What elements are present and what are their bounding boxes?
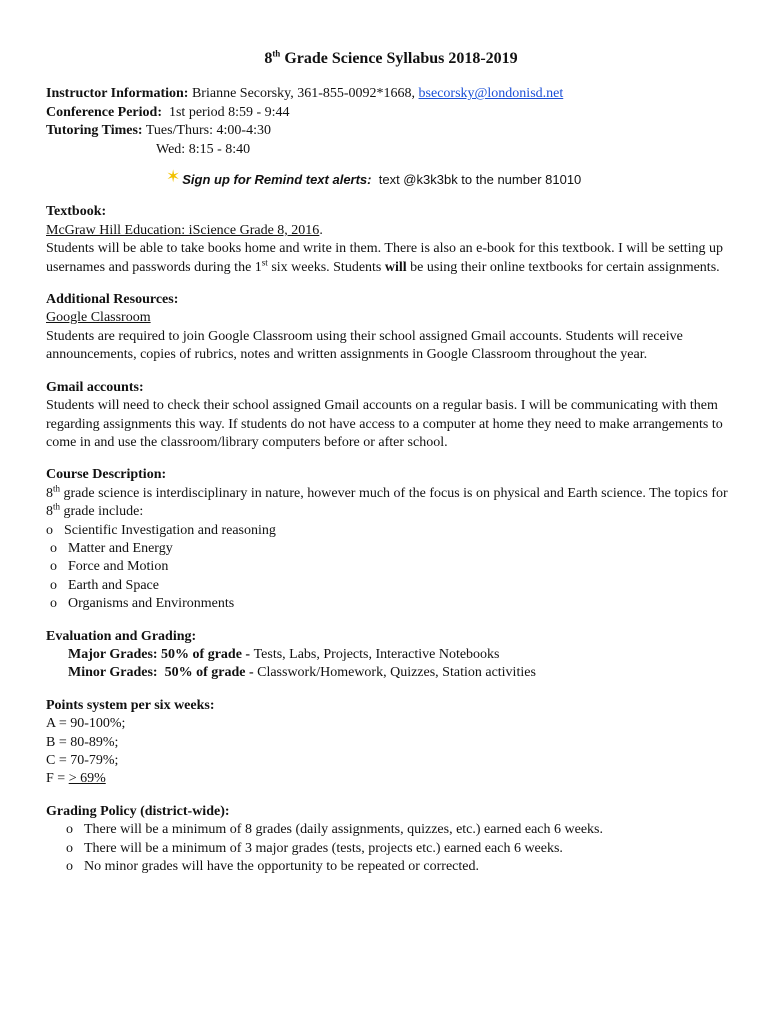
course-sup-2: th bbox=[53, 501, 61, 512]
policy-text: No minor grades will have the opportunity to be repeated or corrected. bbox=[84, 859, 479, 875]
remind-signup bbox=[46, 167, 736, 189]
remind-bold-label: Sign up for Remind text alerts bbox=[182, 172, 368, 188]
points-b: B = 80-89%; bbox=[46, 734, 119, 750]
gmail-heading: Gmail accounts: bbox=[46, 379, 144, 395]
policy-section bbox=[46, 803, 736, 877]
points-section bbox=[46, 697, 736, 789]
bullet-icon: o bbox=[66, 822, 73, 838]
textbook-description bbox=[46, 240, 736, 277]
instructor-email-link[interactable]: bsecorsky@londonisd.net bbox=[418, 86, 564, 102]
list-item bbox=[46, 577, 736, 595]
textbook-bold-will: will bbox=[384, 259, 407, 275]
conference-value: 1st period 8:59 - 9:44 bbox=[161, 104, 290, 120]
bullet-icon: o bbox=[50, 596, 57, 612]
list-item bbox=[46, 821, 736, 839]
course-section bbox=[46, 466, 736, 613]
topics-list bbox=[46, 522, 736, 614]
instructor-value: Brianne Secorsky, 361-855-0092*1668, bbox=[188, 86, 419, 102]
syllabus-page bbox=[46, 50, 736, 890]
policy-heading: Grading Policy (district-wide): bbox=[46, 803, 230, 819]
resources-text: Students are required to join Google Classroom using their school assigned Gmail accounts. Students will receive announcements, copies of rubrics, notes and written assignments in Google Classroom throughout the year. bbox=[46, 328, 683, 363]
topic-text: Matter and Energy bbox=[68, 540, 173, 556]
list-item bbox=[46, 595, 736, 613]
policy-text: There will be a minimum of 3 major grades (tests, projects etc.) earned each 6 weeks. bbox=[84, 840, 563, 856]
textbook-text-2: six weeks. Students bbox=[267, 259, 385, 275]
policy-text: There will be a minimum of 8 grades (daily assignments, quizzes, etc.) earned each 6 weeks. bbox=[84, 822, 603, 838]
textbook-title-period: . bbox=[319, 222, 323, 238]
textbook-section bbox=[46, 203, 736, 277]
major-text: Tests, Labs, Projects, Interactive Notebooks bbox=[253, 646, 500, 662]
topic-text: Earth and Space bbox=[68, 577, 159, 593]
course-description bbox=[46, 485, 736, 522]
gmail-section bbox=[46, 379, 736, 453]
star-icon: ✶ bbox=[166, 167, 181, 187]
minor-text: Classwork/Homework, Quizzes, Station activities bbox=[257, 665, 536, 681]
tutoring-label: Tutoring Times: bbox=[46, 123, 143, 139]
instructor-label: Instructor Information: bbox=[46, 86, 189, 102]
remind-colon: : bbox=[367, 172, 372, 188]
gmail-text: Students will need to check their school assigned Gmail accounts on a regular basis. I will be communicating with them regarding assignments this way. If students do not have access to a computer at home they need to make arrangements to come in and use the classroom/library computers before or after school. bbox=[46, 398, 723, 450]
points-c: C = 70-79%; bbox=[46, 753, 119, 768]
minor-grades bbox=[46, 664, 736, 682]
resources-subheading: Google Classroom bbox=[46, 310, 151, 326]
list-item bbox=[46, 540, 736, 558]
title-text: Grade Science Syllabus 2018-2019 bbox=[280, 50, 518, 67]
course-num: 8 bbox=[46, 485, 53, 501]
topic-text: Force and Motion bbox=[68, 559, 169, 575]
points-heading: Points system per six weeks: bbox=[46, 697, 215, 713]
points-a: A = 90-100%; bbox=[46, 716, 126, 732]
bullet-icon: o bbox=[50, 577, 57, 593]
bullet-icon: o bbox=[50, 559, 57, 575]
points-f-prefix: F = bbox=[46, 771, 69, 787]
instructor-info bbox=[46, 85, 736, 103]
resources-heading: Additional Resources: bbox=[46, 292, 179, 308]
topic-text: Organisms and Environments bbox=[68, 596, 235, 612]
bullet-icon: o bbox=[46, 522, 53, 538]
tutoring-wed: Wed: 8:15 - 8:40 bbox=[156, 141, 251, 157]
bullet-icon: o bbox=[66, 859, 73, 875]
course-text-2: grade include: bbox=[60, 504, 144, 520]
list-item bbox=[46, 840, 736, 858]
page-title bbox=[46, 50, 736, 68]
textbook-text-3: be using their online textbooks for certain assignments. bbox=[406, 259, 720, 275]
course-heading: Course Description: bbox=[46, 467, 167, 483]
tutoring-times bbox=[46, 122, 736, 140]
bullet-icon: o bbox=[50, 540, 57, 556]
conference-period bbox=[46, 104, 736, 122]
policy-list bbox=[46, 821, 736, 876]
textbook-text-1: Students will be able to take books home and write in them. There is also an e-book for this textbook. I will be setting up usernames and passwords during the 1 bbox=[46, 241, 724, 275]
major-grades bbox=[46, 646, 736, 664]
tutoring-value: Tues/Thurs: 4:00-4:30 bbox=[142, 123, 271, 139]
minor-label: Minor Grades: 50% of grade - bbox=[68, 665, 258, 681]
title-grade-number: 8 bbox=[264, 50, 273, 67]
points-f bbox=[46, 770, 736, 788]
conference-label: Conference Period: bbox=[46, 104, 162, 120]
list-item bbox=[46, 558, 736, 576]
title-grade-sup: th bbox=[272, 48, 281, 59]
list-item bbox=[46, 858, 736, 876]
remind-text: text @k3k3bk to the number 81010 bbox=[371, 172, 582, 188]
course-text-1: grade science is interdisciplinary in nature, however much of the focus is on physical and Earth science. The topics for 8 bbox=[46, 485, 728, 520]
evaluation-heading: Evaluation and Grading: bbox=[46, 628, 197, 644]
bullet-icon: o bbox=[66, 840, 73, 856]
major-label: Major Grades: 50% of grade - bbox=[68, 646, 254, 662]
textbook-heading: Textbook: bbox=[46, 204, 107, 220]
topic-text: Scientific Investigation and reasoning bbox=[64, 522, 276, 538]
points-f-value: > 69% bbox=[68, 771, 106, 787]
textbook-sup: st bbox=[261, 257, 268, 267]
resources-section bbox=[46, 291, 736, 365]
evaluation-section bbox=[46, 628, 736, 683]
course-sup-1: th bbox=[53, 483, 61, 494]
list-item bbox=[46, 522, 736, 540]
textbook-title: McGraw Hill Education: iScience Grade 8, 2016 bbox=[46, 222, 320, 238]
